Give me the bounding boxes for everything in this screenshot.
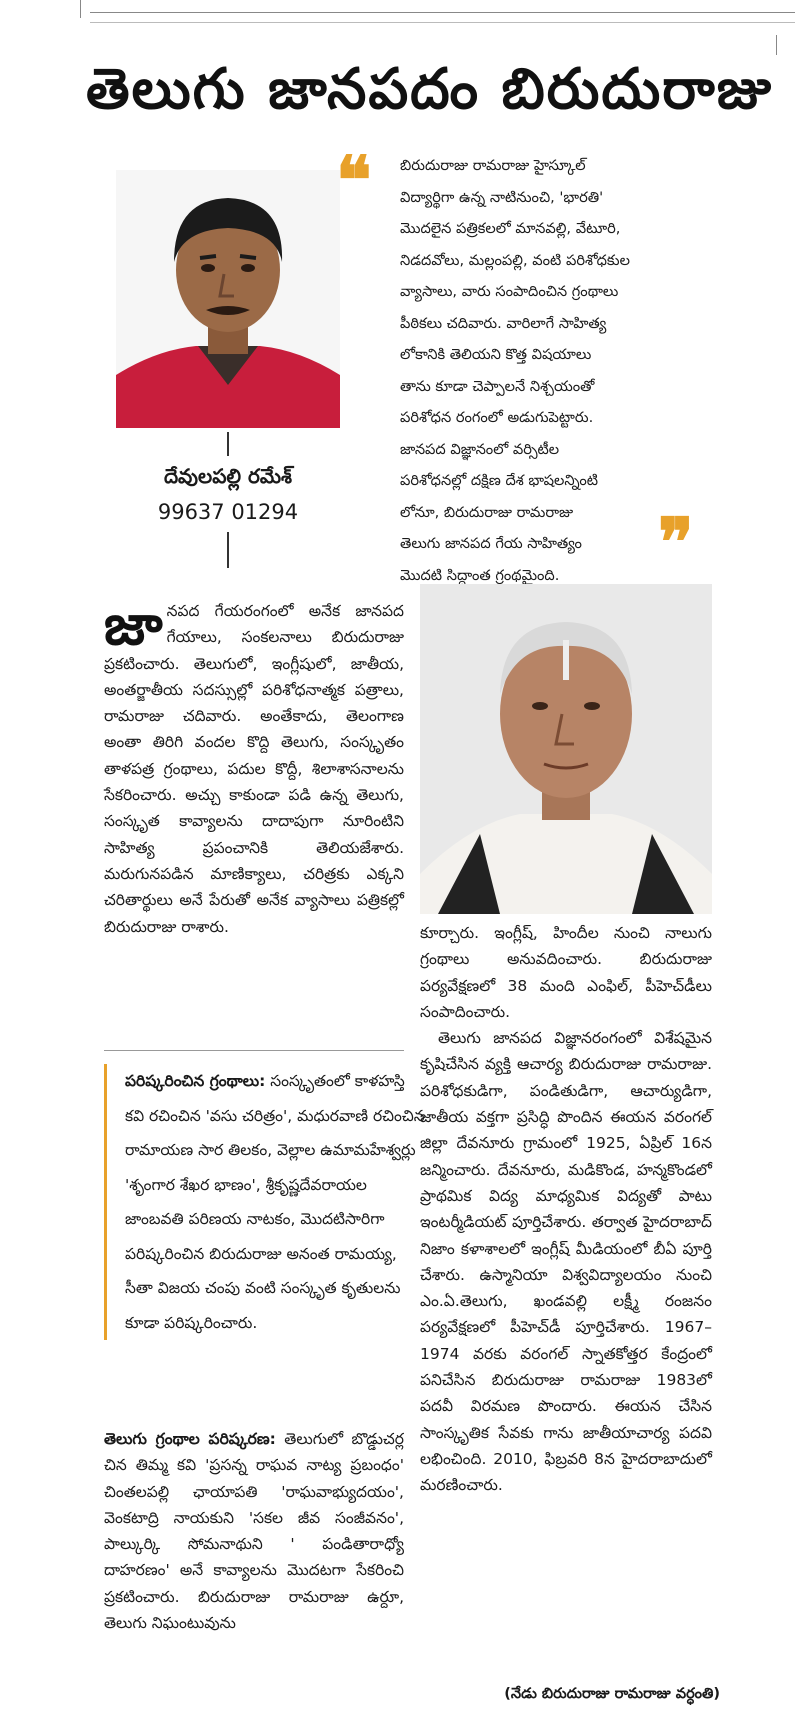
- left-column: [104, 593, 404, 940]
- dropcap: జా: [104, 593, 163, 658]
- quote-line: విద్యార్థిగా ఉన్న నాటినుంచి, 'భారతి': [400, 188, 604, 206]
- quote-line: జానపద విజ్ఞానంలో వర్సిటీల: [400, 440, 560, 458]
- author-divider-bottom: [227, 532, 229, 568]
- quote-line: పరిశోధనల్లో దక్షిణ దేశ భాషలన్నింటి: [400, 472, 599, 489]
- author-divider-top: [227, 432, 229, 456]
- top-left-rule: [80, 0, 81, 18]
- edited-works-box: [104, 1064, 425, 1340]
- quote-line: నిడదవోలు, మల్లంపల్లి, వంటి పరిశోధకుల: [400, 251, 630, 269]
- top-rule-secondary: [90, 22, 795, 23]
- subject-portrait-icon: [420, 584, 712, 914]
- quote-line: మొదలైన పత్రికలలో మానవల్లి, వేటూరి,: [400, 220, 621, 237]
- subject-photo: [420, 584, 712, 914]
- box-text: సంస్కృతంలో కాళహస్తి కవి రచించిన 'వసు చరిత్రం', మధురవాణి రచించిన రామాయణ సార తిలకం, వెల్లాల ఉమామహేశ్వర్లు 'శృంగార శేఖర భాణం', శ్రీకృష్ణదేవరాయల జాంబవతి పరిణయ నాటకం, మొదటిసారిగా పరిష్కరించిన బిరుదురాజు అనంత రామయ్య, సీతా విజయ చంపు వంటి సంస్కృత కృతులను కూడా పరిష్కరించారు.: [125, 1072, 425, 1332]
- open-quote-icon: ❝: [336, 141, 372, 219]
- intro-paragraph: జానపద గేయరంగంలో అనేక జానపద గేయాలు, సంకలనాలు బిరుదురాజు ప్రకటించారు. తెలుగులో, ఇంగ్లీషులో, జాతీయ, అంతర్జాతీయ సదస్సుల్లో పరిశోధనాత్మక పత్రాలు, రామరాజు చదివారు. అంతేకాదు, తెలంగాణ అంతా తిరిగి వందల కొద్ది తెలుగు, సంస్కృతం తాళపత్ర గ్రంథాలు, పదుల కొద్దీ, శిలాశాసనాలను సేకరించారు. అచ్చు కాకుండా పడి ఉన్న తెలుగు, సంస్కృత కావ్యాలను దాదాపుగా నూరింటిని సాహిత్య ప్రపంచానికి తెలియజేశారు. మరుగునపడిన మాణిక్యాలు, చరిత్రకు ఎక్కని చరితార్థులు అనే పేరుతో అనేక వ్యాసాలు పత్రికల్లో బిరుదురాజు రాశారు.: [104, 593, 404, 936]
- author-phone: 99637 01294: [157, 500, 299, 524]
- quote-line: వ్యాసాలు, వారు సంపాదించిన గ్రంథాలు: [400, 283, 619, 300]
- biography-paragraph: తెలుగు జానపద విజ్ఞానరంగంలో విశేషమైన కృషిచేసిన వ్యక్తి ఆచార్య బిరుదురాజు రామరాజు. పరిశోధకుడిగా, పండితుడిగా, ఆచార్యుడిగా, జాతీయ వక్తగా ప్రసిద్ధి పొందిన ఈయన వరంగల్ జిల్లా దేవనూరు గ్రామంలో 1925, ఏప్రిల్ 16న జన్మించారు. దేవనూరు, మడికొండ, హన్మకొండలో ప్రాథమిక విద్య మాధ్యమిక విద్యతో పాటు ఇంటర్మీడియట్ పూర్తిచేశారు. తర్వాత హైదరాబాద్ నిజాం కళాశాలలో ఇంగ్లీష్ మీడియంలో బీఏ పూర్తి చేశారు. ఉస్మానియా విశ్వవిద్యాలయం నుంచి ఎం.ఏ.తెలుగు, ఖండవల్లి లక్ష్మీ రంజనం పర్యవేక్షణలో పీహెచ్‌డీ పూర్తిచేశారు. 1967–1974 వరకు వరంగల్ స్నాతకోత్తర కేంద్రంలో పనిచేసిన బిరుదురాజు రామరాజు 1983లో పదవీ విరమణ పొందారు. ఈయన చేసిన సాంస్కృతిక సేవకు గాను జాతీయాచార్య పదవి లభించింది. 2010, ఫిబ్రవరి 8న హైదరాబాదులో మరణించారు.: [420, 1029, 712, 1495]
- author-portrait-icon: [116, 170, 340, 428]
- box-divider: [104, 1050, 404, 1051]
- quote-line: తాను కూడా చెప్పాలనే నిశ్చయంతో: [400, 377, 595, 395]
- author-name: దేవులపల్లి రమేశ్: [163, 464, 293, 488]
- top-rule: [90, 12, 795, 13]
- telugu-works-section: [104, 1426, 404, 1636]
- quote-line: బిరుదురాజు రామరాజు హైస్కూల్: [400, 157, 586, 174]
- right-column: [420, 920, 712, 1499]
- quote-line: పీఠికలు చదివారు. వారిలాగే సాహిత్య: [400, 314, 607, 332]
- close-quote-icon: ❞: [658, 503, 694, 581]
- top-right-rule: [776, 35, 777, 55]
- headline: తెలుగు జానపదం బిరుదురాజు: [86, 57, 773, 122]
- quote-line: తెలుగు జానపద గేయ సాహిత్యం: [400, 535, 582, 552]
- quote-line: పరిశోధన రంగంలో అడుగుపెట్టారు.: [400, 409, 594, 426]
- telugu-works-heading: తెలుగు గ్రంథాల పరిష్కరణ:: [104, 1430, 276, 1448]
- box-heading: పరిష్కరించిన గ్రంథాలు:: [125, 1072, 266, 1090]
- anniversary-credit: (నేడు బిరుదురాజు రామరాజు వర్ధంతి): [504, 1686, 720, 1702]
- telugu-works-text: తెలుగులో బొడ్డుచర్ల చిన తిమ్మ కవి 'ప్రసన్న రాఘవ నాట్య ప్రబంధం' చింతలపల్లి ఛాయాపతి 'రాఘవాభ్యుదయం', వెంకటాద్రి నాయకుని 'సకల జీవ సంజీవనం', పాల్కుర్కి సోమనాథుని ' పండితారాధ్యో దాహరణం' అనే కావ్యాలను మొదటగా సేకరించి ప్రకటించారు. బిరుదురాజు రామరాజు ఉర్దూ, తెలుగు నిఘంటువును: [104, 1430, 404, 1633]
- translations-paragraph: కూర్చారు. ఇంగ్లీష్, హిందీల నుంచి నాలుగు గ్రంథాలు అనువదించారు. బిరుదురాజు పర్యవేక్షణలో 38 మంది ఎంఫిల్, పీహెచ్‌డీలు సంపాదించారు.: [420, 924, 712, 1021]
- quote-line: మొదటి సిద్ధాంత గ్రంథమైంది.: [400, 566, 560, 584]
- quote-line: లోనూ, బిరుదురాజు రామరాజు: [400, 503, 574, 521]
- quote-line: లోకానికి తెలియని కొత్త విషయాలు: [400, 346, 592, 363]
- author-photo: [116, 170, 340, 428]
